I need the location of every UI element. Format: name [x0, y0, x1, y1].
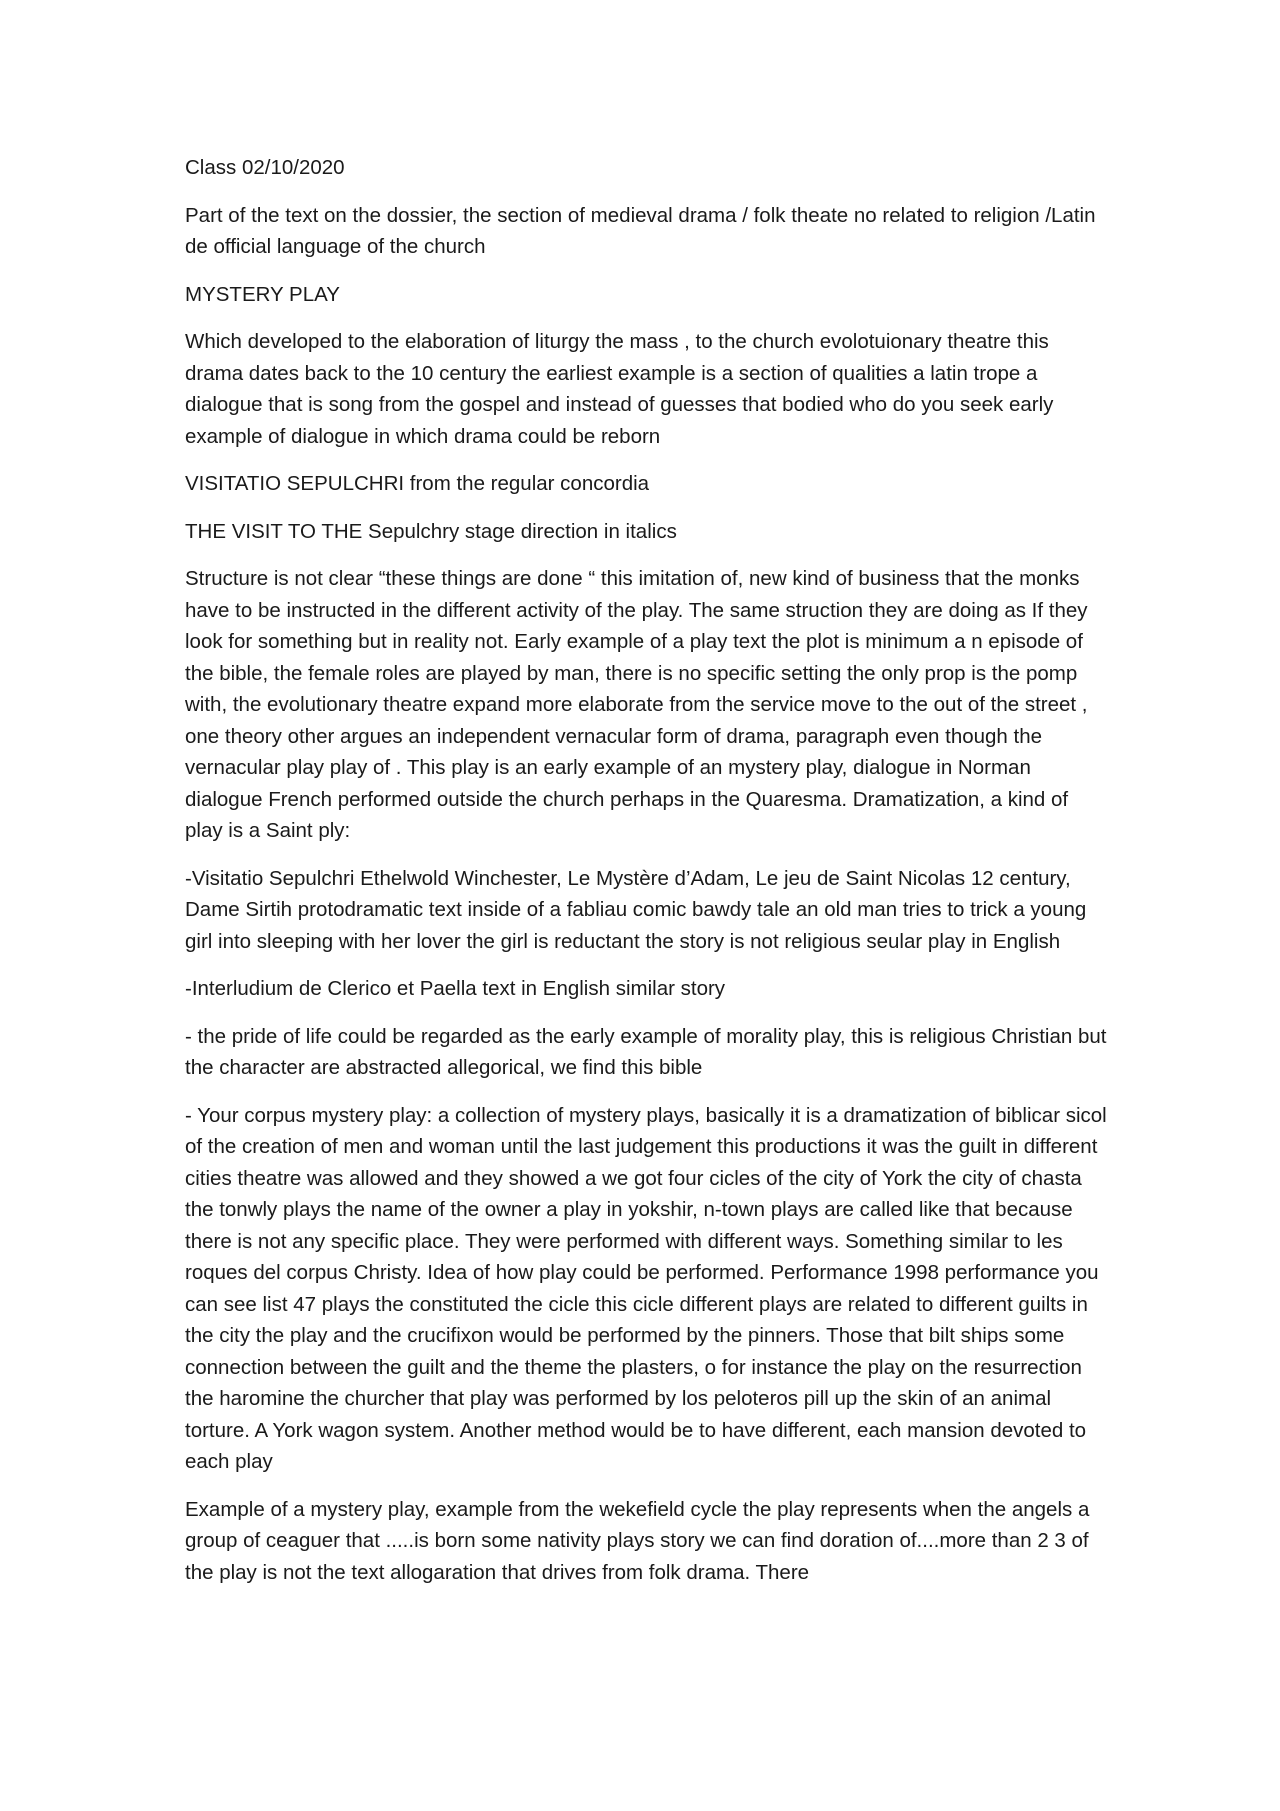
- paragraph-interludium: -Interludium de Clerico et Paella text in English similar story: [185, 977, 726, 1000]
- paragraph-structure: Structure is not clear “these things are done “ this imitation of, new kind of business that the monks have to be instructed in the different activity of the play. The same struction they are doing as If they look for something but in reality not. Early example of a play text the plot is minimum a n episode of the bible, the female roles are played by man, there is no specific setting the only prop is the pomp with, the evolutionary theatre expand more elaborate from the service move to the out of the street , one theory other argues an independent vernacular form of drama, paragraph even though the vernacular play play of . This play is an early example of an mystery play, dialogue in Norman dialogue French performed outside the church perhaps in the Quaresma. Dramatization, a kind of play is a Saint ply:: [185, 567, 1088, 842]
- class-date: Class 02/10/2020: [185, 156, 345, 179]
- paragraph-corpus-mystery: - Your corpus mystery play: a collection of mystery plays, basically it is a dramatization of biblicar sicol of the creation of men and woman until the last judgement this productions it was the guilt in different cities theatre was allowed and they showed a we got four cicles of the city of York the city of chasta the tonwly plays the name of the owner a play in yokshir, n-town plays are called like that because there is not any specific place. They were performed with different ways. Something similar to les roques del corpus Christy. Idea of how play could be performed. Performance 1998 performance you can see list 47 plays the constituted the cicle this cicle different plays are related to different guilts in the city the play and the crucifixon would be performed by the pinners. Those that bilt ships some connection between the guilt and the theme the plasters, o for instance the play on the resurrection the haromine the churcher that play was performed by los peloteros pill up the skin of an animal torture. A York wagon system. Another method would be to have different, each mansion devoted to each play: [185, 1103, 1107, 1473]
- paragraph-pride-of-life: - the pride of life could be regarded as the early example of morality play, this is religious Christian but the character are abstracted allegorical, we find this bible: [185, 1024, 1107, 1079]
- paragraph-visit-sepulchry: THE VISIT TO THE Sepulchry stage direction in italics: [185, 519, 677, 543]
- paragraph-example: Example of a mystery play, example from the wekefield cycle the play represents when the angels a group of ceaguer that .....is born some nativity plays story we can find doration of....more than 2 3 of the play is not the text allogaration that drives from folk drama. There: [185, 1497, 1090, 1584]
- paragraph-visitatio-list: -Visitatio Sepulchri Ethelwold Winchester, Le Mystère d’Adam, Le jeu de Saint Nicolas 12 century, Dame Sirtih protodramatic text inside of a fabliau comic bawdy tale an old man tries to trick a young girl into sleeping with her lover the girl is reductant the story is not religious seular play in English: [185, 866, 1087, 953]
- document-body: [185, 152, 1110, 1604]
- paragraph-liturgy: Which developed to the elaboration of liturgy the mass , to the church evolotuionary theatre this drama dates back to the 10 century the earliest example is a section of qualities a latin trope a dialogue that is song from the gospel and instead of guesses that bodied who do you seek early example of dialogue in which drama could be reborn: [185, 330, 1054, 448]
- paragraph-visitatio: VISITATIO SEPULCHRI from the regular concordia: [185, 472, 650, 495]
- heading-mystery-play: MYSTERY PLAY: [185, 282, 340, 306]
- paragraph-intro: Part of the text on the dossier, the section of medieval drama / folk theate no related to religion /Latin de official language of the church: [185, 203, 1096, 258]
